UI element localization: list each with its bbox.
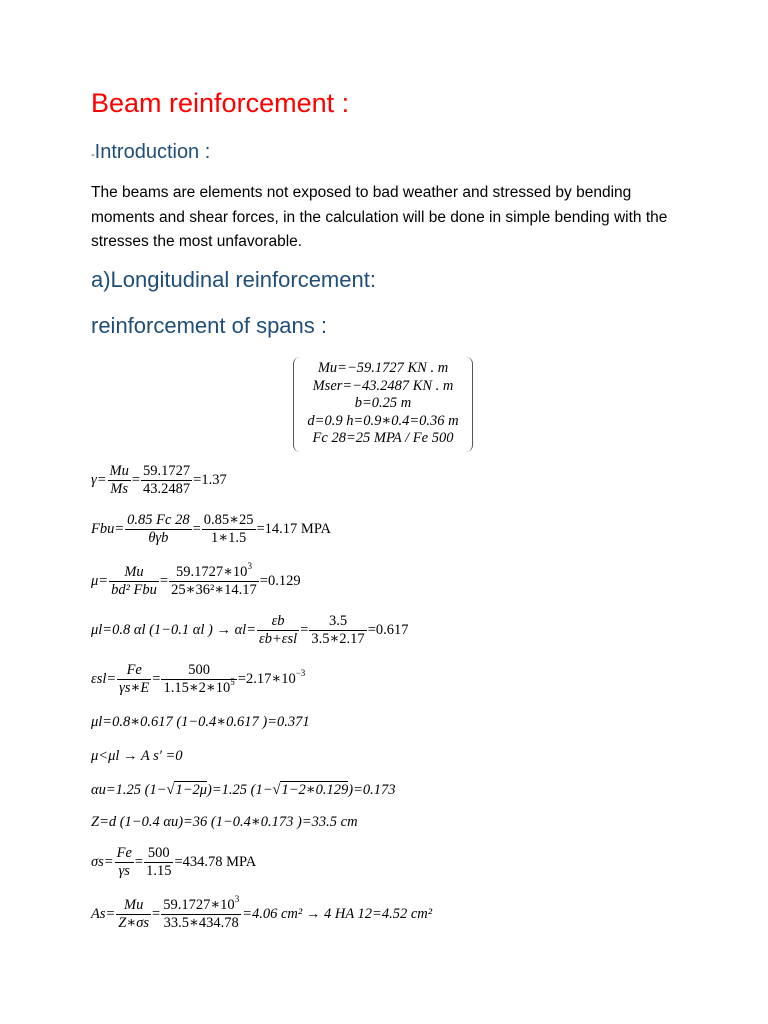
intro-label: Introduction :: [94, 141, 211, 163]
exponent: −3: [295, 667, 306, 678]
denominator: εb+εsl: [259, 631, 298, 647]
intro-dash: -: [91, 149, 95, 161]
numerator-base: 59.1727∗10: [175, 564, 248, 580]
eq-result: =0.617: [367, 621, 409, 638]
exponent: 5: [230, 677, 235, 687]
equation-alpha-u: [91, 782, 396, 799]
eq-part: αu=1.25 (1−√: [91, 782, 175, 798]
system-line: Fc 28=25 MPA / Fe 500: [312, 430, 454, 446]
fraction: [115, 845, 134, 880]
equation-mu-limit: μl=0.8 αl (1−0.1 αl ) → αl= $\frac{\varepsilon b}{\text{εb+εsl}}$ = $\frac{3.5}{3.5∗2.17}$ =0.617: [91, 613, 409, 647]
fraction: [125, 512, 191, 547]
fraction: [116, 897, 151, 932]
denominator: θγb: [148, 530, 169, 546]
numerator: εb: [257, 613, 299, 631]
denominator: 1.15: [146, 863, 172, 879]
denominator: 33.5∗434.78: [163, 915, 239, 931]
fraction: [161, 894, 241, 932]
eq-part: )=0.173: [348, 782, 396, 798]
equation-mu: μ= $\frac{Mu}{\text{bd² Fbu}}$ = $\frac{59.1727∗10^3}{\text{25∗36²∗14.17}}$ =0.129: [91, 561, 301, 598]
numerator: Mu: [109, 463, 129, 479]
introduction-heading: [91, 141, 210, 164]
eq-lhs: Fbu=: [91, 520, 125, 537]
numerator: Mu: [109, 564, 159, 582]
denominator: 43.2487: [143, 481, 191, 497]
equation-fbu: Fbu= $\frac{0.85 Fc 28}{\text{θγb}}$ = $\frac{0.85∗25}{1∗1.5}$ =14.17 MPA: [91, 512, 332, 546]
numerator: 500: [144, 845, 173, 863]
exponent: 3: [234, 894, 240, 904]
denominator: 3.5∗2.17: [311, 631, 365, 647]
equation-mu-limit-value: μl=0.8∗0.617 (1−0.4∗0.617 )=0.371: [91, 714, 310, 730]
denominator: Ms: [110, 481, 129, 497]
eq-result: =1.37: [193, 471, 227, 488]
numerator-base: 59.1727∗10: [163, 897, 235, 913]
fraction: [144, 845, 173, 880]
fraction: [108, 463, 131, 498]
eq-result: =434.78 MPA: [174, 853, 257, 870]
page-title: Beam reinforcement :: [91, 88, 350, 118]
sqrt-radicand: 1−2∗0.129: [281, 782, 349, 798]
input-data-system: [293, 357, 473, 452]
equation-as: As= $\frac{Mu}{Z∗\sigma s}$ = $\frac{59.1727∗10^3}{33.5∗434.78}$ =4.06 cm² → 4 HA 12=4.52 cm²: [91, 894, 433, 931]
numerator: Fe: [116, 845, 132, 861]
numerator: 59.1727: [143, 463, 191, 479]
eq-part: )=1.25 (1−√: [207, 782, 281, 798]
numerator: 0.85∗25: [203, 512, 254, 528]
denominator: [161, 677, 236, 697]
equation-gamma: γ= $\frac{Mu}{Ms}$ = $\frac{59.1727}{43.2487}$ =1.37: [91, 463, 227, 497]
eq-result: =0.129: [259, 572, 301, 589]
eq-lhs: σs=: [91, 853, 114, 870]
eq-lhs: εsl=: [91, 670, 117, 687]
system-line: d=0.9 h=0.9∗0.4=0.36 m: [307, 412, 459, 429]
numerator: 0.85 Fc 28: [127, 512, 190, 528]
eq-result: =2.17∗10: [237, 670, 296, 687]
eq-lhs: As=: [91, 905, 116, 922]
system-line: b=0.25 m: [354, 395, 412, 411]
eq-result: =14.17 MPA: [256, 520, 332, 537]
equation-condition: μ<μl → A s′ =0: [91, 748, 183, 764]
equation-z: Z=d (1−0.4 αu)=36 (1−0.4∗0.173 )=33.5 cm: [91, 814, 358, 830]
eq-result: =4.06 cm² → 4 HA 12=4.52 cm²: [242, 905, 433, 922]
system-line: Mser=−43.2487 KN . m: [312, 377, 454, 394]
denominator: bd² Fbu: [111, 582, 157, 598]
sqrt-radicand: 1−2μ: [175, 782, 208, 798]
fraction: [257, 613, 299, 648]
intro-paragraph: The beams are elements not exposed to bad weather and stressed by bending moments and shear forces, in the calculation will be done in simple bending with the stresses the most unfavorable.: [91, 184, 668, 250]
numerator: Mu: [116, 897, 151, 915]
denominator: Z∗σs: [118, 915, 150, 931]
fraction: [161, 662, 236, 697]
fraction: [309, 613, 366, 648]
eq-lhs: μl=0.8 αl (1−0.1 αl ) → αl=: [91, 621, 256, 638]
fraction: [169, 561, 259, 599]
numerator: 3.5: [309, 613, 366, 631]
numerator: 500: [161, 662, 236, 680]
denominator: 25∗36²∗14.17: [171, 582, 257, 598]
spans-heading: reinforcement of spans :: [91, 313, 328, 338]
exponent: 3: [247, 561, 252, 571]
equation-epsilon-sl: εsl= $\frac{Fe}{\gamma s∗E}$ = $\frac{500}{1.15∗2∗10^5}$ $=2.17∗10^{-3}$: [91, 662, 306, 696]
fraction: [109, 564, 159, 599]
eq-lhs: γ=: [91, 471, 107, 488]
numerator: [161, 894, 241, 915]
fraction: [117, 662, 151, 697]
fraction: [202, 512, 256, 547]
system-line: Mu=−59.1727 KN . m: [317, 360, 449, 376]
numerator: Fe: [117, 662, 151, 680]
denominator-base: 1.15∗2∗10: [163, 680, 231, 696]
eq-lhs: μ=: [91, 572, 109, 589]
denominator: 1∗1.5: [211, 530, 247, 546]
equation-sigma-s: σs= $\frac{Fe}{\gamma s}$ = $\frac{500}{1.15}$ =434.78 MPA: [91, 845, 257, 879]
denominator: γs: [118, 863, 130, 879]
longitudinal-heading: a)Longitudinal reinforcement:: [91, 267, 376, 292]
denominator: γs∗E: [119, 680, 150, 696]
numerator: [169, 561, 259, 582]
fraction: [141, 463, 192, 498]
